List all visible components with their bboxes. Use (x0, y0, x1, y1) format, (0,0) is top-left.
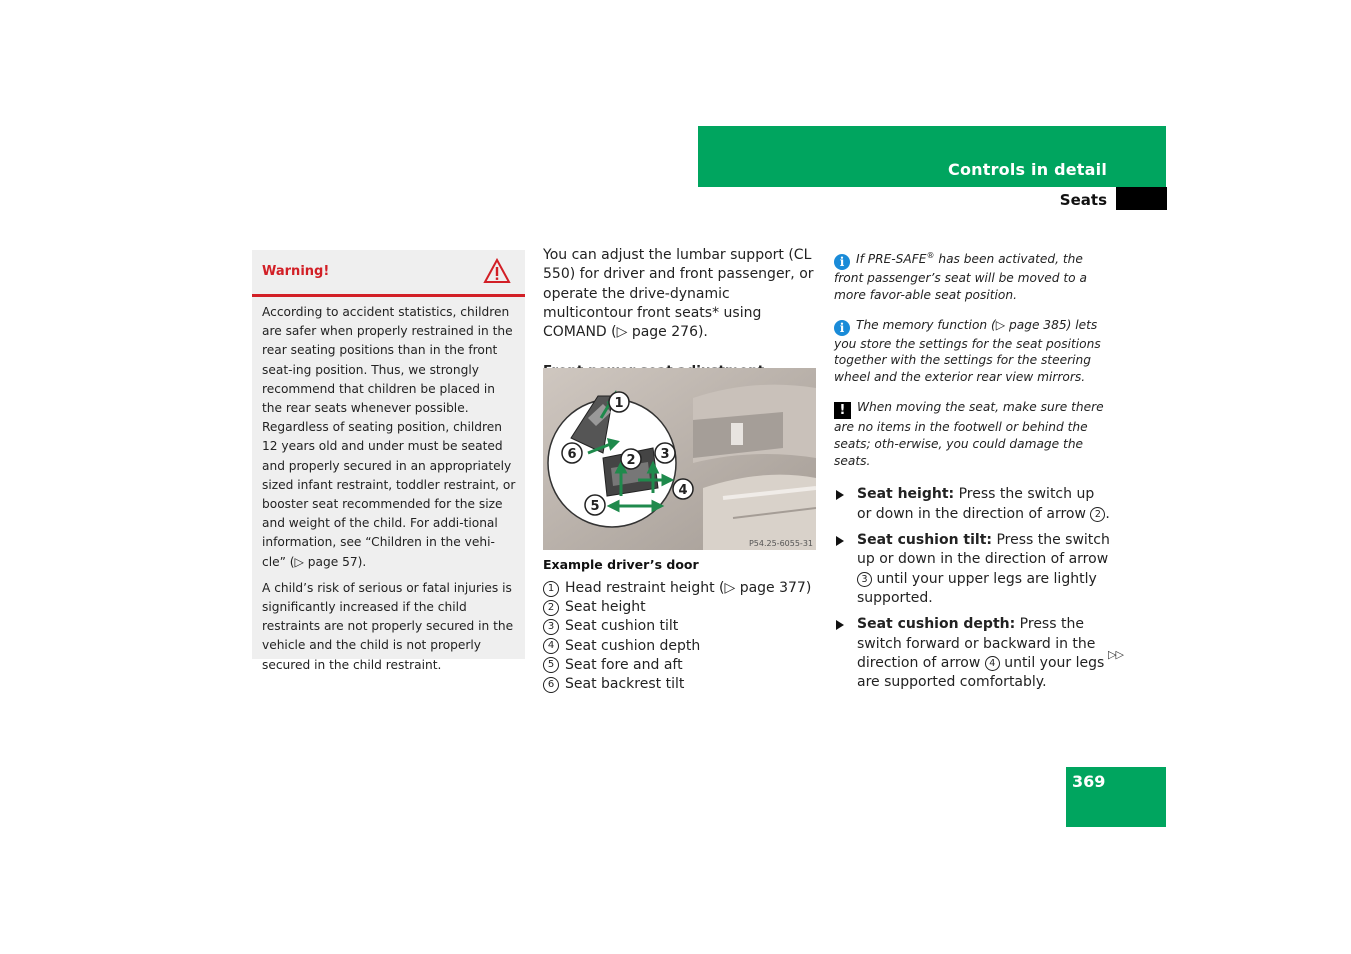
svg-text:4: 4 (678, 483, 688, 498)
warning-body (252, 297, 525, 675)
svg-text:5: 5 (590, 499, 600, 514)
legend-text: Seat backrest tilt (565, 676, 685, 693)
figure-legend (543, 579, 823, 694)
driver-door-seat-switch-illustration (543, 368, 816, 550)
legend-text: Seat fore and aft (565, 656, 683, 673)
step-text: Press the switch forward or backward in the direction of arrow (857, 616, 1096, 671)
legend-item (543, 598, 823, 617)
warning-paragraph: According to accident statistics, children are safer when properly restrained in the rear seating positions than in the front seat-ing position. Thus, we strongly recommend that children be placed in the rear seats whenever possible. Regardless of seating position, children 12 years old and under must be seated and properly secured in an appropriately sized infant restraint, toddler restraint, or booster seat recommended for the size and weight of the child. For addi-tional information, see “Children in the vehi-cle” (▷ page 57). (262, 305, 516, 569)
step-label: Seat cushion tilt: (857, 532, 992, 549)
legend-text: Seat cushion depth (565, 637, 701, 654)
note-text: When moving the seat, make sure there are no items in the footwell or behind the seats; oth-erwise, you could damage the seats. (834, 400, 1104, 468)
right-column (834, 248, 1110, 699)
info-icon: i (834, 254, 850, 270)
registered-mark: ® (926, 251, 935, 260)
svg-text:6: 6 (567, 447, 577, 462)
section-title: Seats (1059, 191, 1107, 209)
legend-number: 2 (543, 600, 559, 616)
info-icon: i (834, 320, 850, 336)
svg-text:3: 3 (660, 447, 670, 462)
note-text: The memory function (▷ page 385) lets you store the settings for the seat positions together with the settings for the steering wheel and the exterior rear view mirrors. (834, 317, 1101, 385)
note-text: If PRE-SAFE (856, 252, 927, 267)
info-note-memory (834, 317, 1110, 386)
step-label: Seat cushion depth: (857, 616, 1016, 633)
caution-note (834, 399, 1110, 469)
section-tab-marker (1116, 187, 1167, 210)
warning-box (252, 250, 525, 672)
step-text: . (1105, 505, 1110, 522)
step-text: until your upper legs are lightly supported. (857, 570, 1097, 606)
arrow-number: 2 (1090, 507, 1105, 522)
chapter-title: Controls in detail (948, 160, 1107, 179)
warning-header (252, 250, 525, 297)
arrow-number: 4 (985, 656, 1000, 671)
legend-item (543, 579, 823, 598)
legend-number: 3 (543, 619, 559, 635)
step-label: Seat height: (857, 486, 955, 503)
legend-item (543, 656, 823, 675)
svg-text:1: 1 (614, 396, 624, 411)
legend-number: 1 (543, 581, 559, 597)
figure-caption: Example driver’s door (543, 557, 699, 572)
bullet-arrow-icon (836, 536, 844, 546)
info-note-presafe (834, 248, 1110, 304)
legend-text: Seat height (565, 599, 646, 616)
middle-column (543, 246, 821, 382)
legend-item (543, 675, 823, 694)
bullet-arrow-icon (836, 620, 844, 630)
step-text: Press the switch up or down in the direction of arrow (857, 486, 1095, 522)
warning-title: Warning! (262, 264, 330, 279)
legend-number: 4 (543, 638, 559, 654)
legend-text: Seat cushion tilt (565, 618, 679, 635)
note-text: has been activated, the front passenger’s seat will be moved to a more favor-able seat position. (834, 252, 1087, 302)
step-seat-height (834, 485, 1110, 524)
intro-text: You can adjust the lumbar support (CL 550) for driver and front passenger, or operate the drive-dynamic multicontour front seats* using COMAND (▷ page 276). (543, 247, 814, 341)
warning-paragraph: A child’s risk of serious or fatal injuries is significantly increased if the child restraints are not properly secured in the vehicle and the child is not properly secured in the child restraint. (262, 580, 514, 672)
legend-text: Head restraint height (▷ page 377) (565, 580, 812, 596)
legend-number: 6 (543, 677, 559, 693)
page-number: 369 (1072, 772, 1106, 791)
svg-text:2: 2 (626, 453, 636, 468)
step-seat-cushion-depth (834, 615, 1110, 692)
warning-triangle-icon (483, 258, 511, 284)
arrow-number: 3 (857, 572, 872, 587)
legend-item (543, 637, 823, 656)
step-text: until your legs are supported comfortably. (857, 654, 1105, 691)
figure-code: P54.25-6055-31 (748, 539, 813, 548)
step-seat-cushion-tilt (834, 531, 1110, 608)
bullet-arrow-icon (836, 490, 844, 500)
step-text: Press the switch up or down in the direction of arrow (857, 532, 1110, 568)
continued-icon: ▷▷ (1108, 648, 1123, 661)
exclamation-icon: ! (834, 402, 851, 419)
legend-number: 5 (543, 657, 559, 673)
legend-item (543, 617, 823, 636)
